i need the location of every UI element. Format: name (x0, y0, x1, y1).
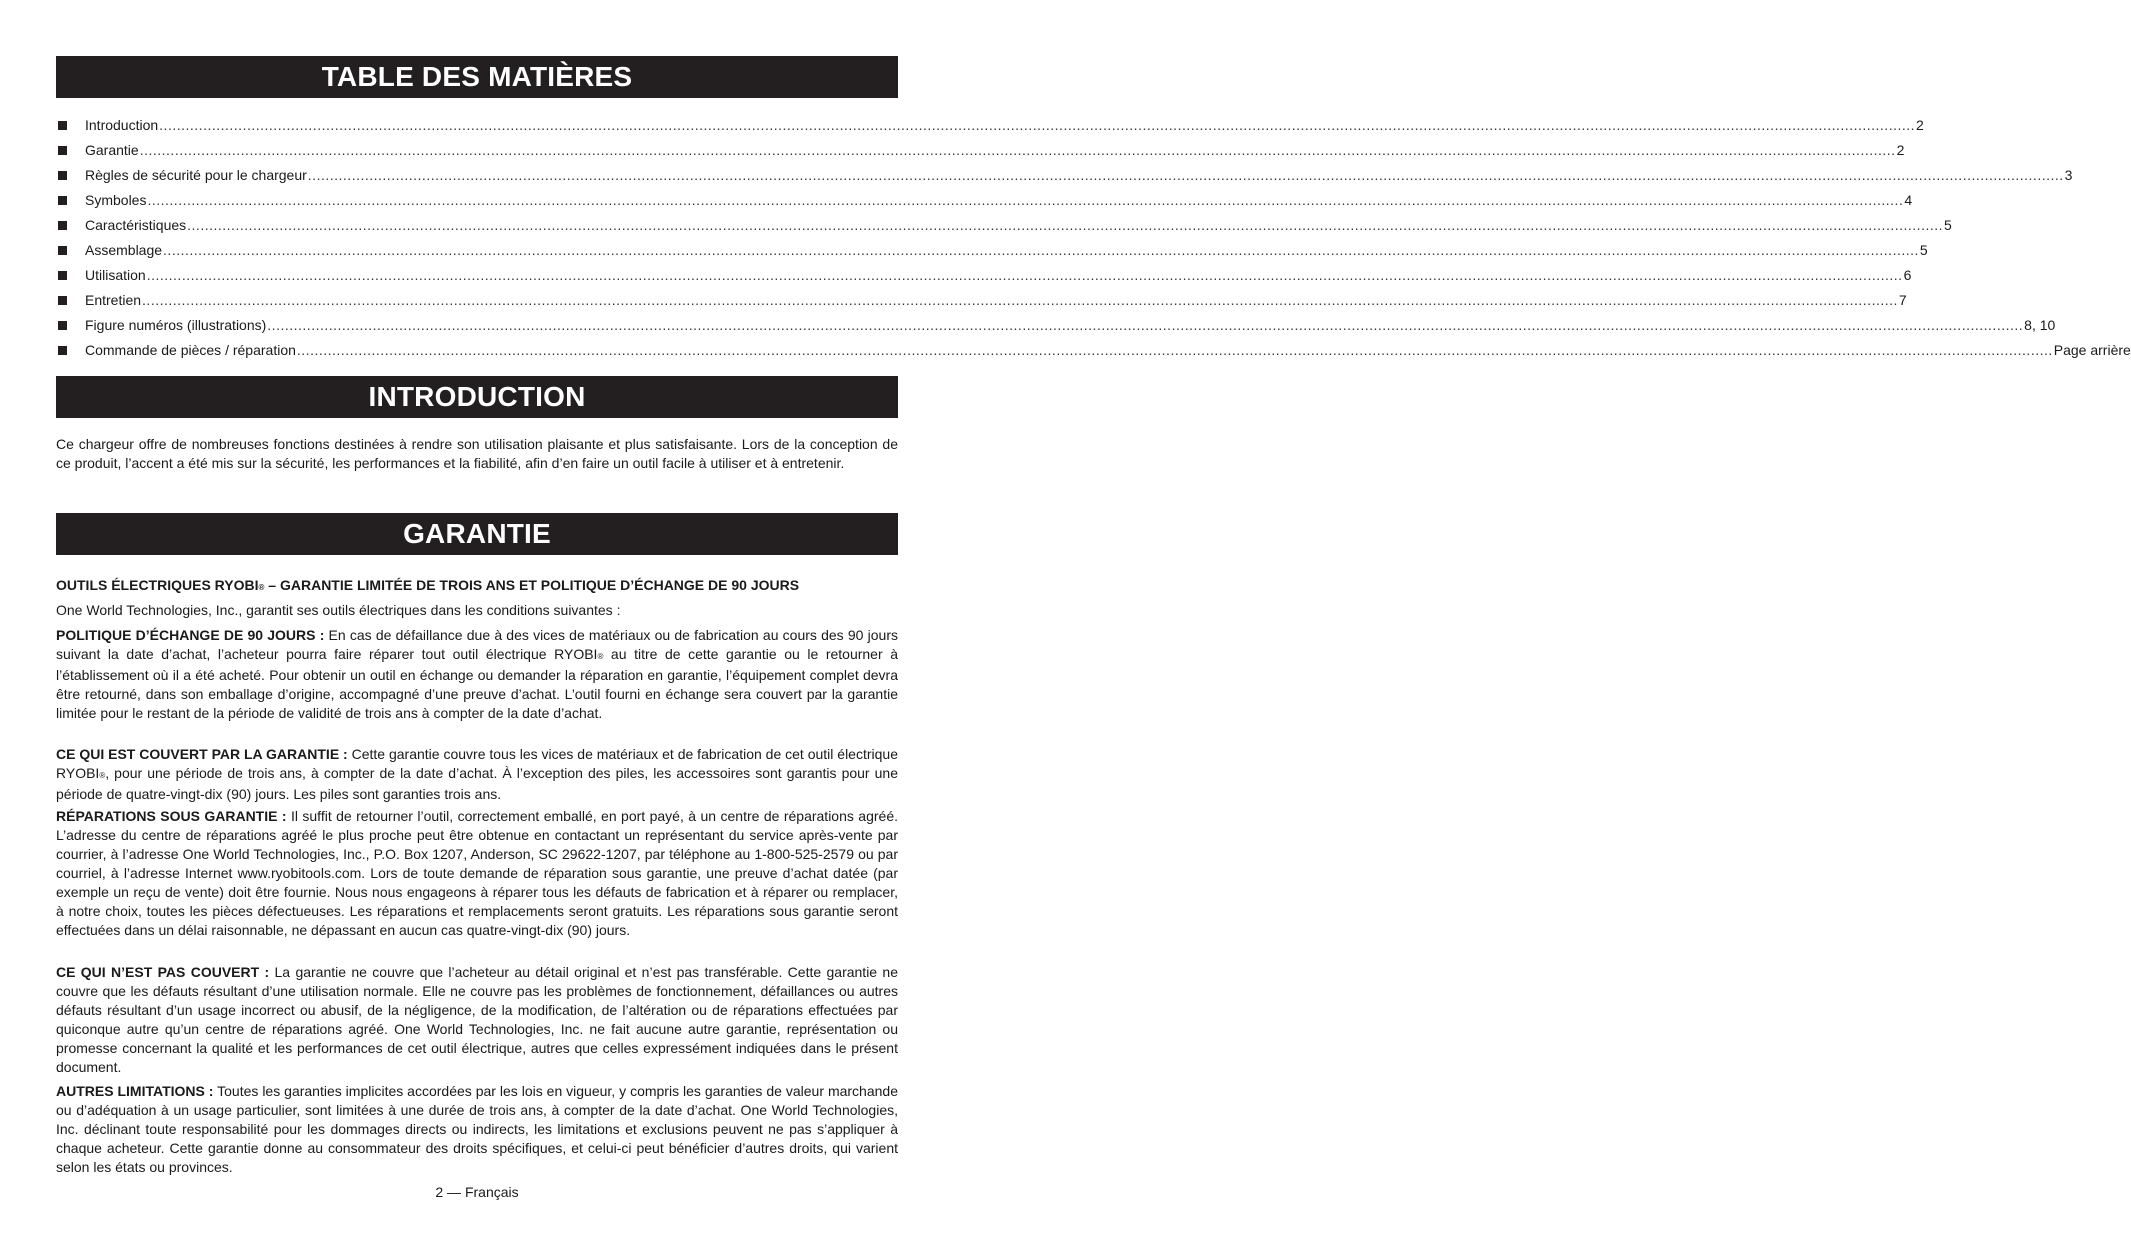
not-covered-text: La garantie ne couvre que l’acheteur au détail original et n’est pas transférable. Cette garantie ne couvre que les défauts résultant d’une utilisation normale. Elle ne couvre pas les problèmes de fonctionnement, défaillances ou autres défauts résultant d’un usage incorrect ou abusif, de la négligence, de la modification, de l’altération ou de réparations effectuées par quiconque autre qu’un centre de réparations agréé. One World Technologies, Inc. ne fait aucune autre garantie, représentation ou promesse concernant la qualité et les performances de cet outil électrique, autres que celles expressément indiquées dans le présent document. (56, 964, 899, 1075)
square-bullet-icon (58, 296, 67, 305)
toc-item-page: Page arrière (2053, 342, 2131, 358)
toc-item[interactable] (56, 163, 2073, 188)
garantie-title: GARANTIE (56, 513, 898, 555)
toc-leader: ................................................................................................................................................................................................................................................................................................................................................................................................................ (147, 192, 1904, 208)
toc-item[interactable] (56, 113, 1924, 138)
square-bullet-icon (58, 146, 67, 155)
covered-section (56, 745, 898, 804)
introduction-title: INTRODUCTION (56, 376, 898, 418)
toc-item-page: 5 (1919, 242, 1928, 258)
toc-leader: ................................................................................................................................................................................................................................................................................................................................................................................................................ (267, 317, 2024, 333)
policy-label: POLITIQUE D’ÉCHANGE DE 90 JOURS : (56, 627, 325, 643)
toc-item-label: Entretien (85, 292, 142, 308)
toc-item-label: Commande de pièces / réparation (85, 342, 296, 358)
limitations-label: AUTRES LIMITATIONS : (56, 1083, 214, 1099)
not-covered-section (56, 963, 898, 1077)
toc-item-page: 7 (1898, 292, 1907, 308)
toc-item-page: 8, 10 (2024, 317, 2056, 333)
toc-item-page: 3 (2064, 167, 2073, 183)
policy-text-1: En cas de défaillance due à des vices de matériaux ou de fabrication au cours des 90 jours suivant la date d’achat, l’acheteur pourra faire réparer tout outil électrique RYOBI (56, 627, 898, 662)
toc-item-label: Assemblage (85, 242, 163, 258)
toc-item-label: Garantie (85, 142, 139, 158)
repairs-text: Il suffit de retourner l’outil, correctement emballé, en port payé, à un centre de réparations agréé. L’adresse du centre de réparations agréé le plus proche peut être obtenue en contactant un représentant du service après-vente par courrier, à l’adresse One World Technologies, Inc., P.O. Box 1207, Anderson, SC 29622-1207, par téléphone au 1-800-525-2579 ou par courriel, à l’adresse Internet www.ryobitools.com. Lors de toute demande de réparation sous garantie, une preuve d’achat datée (par exemple un reçu de vente) doit être fournie. Nous nous engageons à réparer tous les défauts de fabrication et à réparer ou remplacer, à notre choix, toutes les pièces défectueuses. Les réparations et remplacements seront gratuits. Les réparations sous garantie seront effectuées dans un délai raisonnable, ne dépassant en aucun cas quatre-vingt-dix (90) jours. (56, 808, 898, 938)
toc-leader: ................................................................................................................................................................................................................................................................................................................................................................................................................ (163, 242, 1919, 258)
toc-item[interactable] (56, 188, 1913, 213)
toc-item-page: 2 (1896, 142, 1905, 158)
introduction-text: Ce chargeur offre de nombreuses fonctions destinées à rendre son utilisation plaisante et plus satisfaisante. Lors de la conception de ce produit, l’accent a été mis sur la sécurité, les performances et la fiabilité, afin d’en faire un outil facile à utiliser et à entretenir. (56, 436, 898, 471)
warranty-heading-pre: OUTILS ÉLECTRIQUES RYOBI (56, 577, 259, 593)
limitations-section (56, 1082, 898, 1177)
toc-leader: ................................................................................................................................................................................................................................................................................................................................................................................................................ (187, 217, 1944, 233)
toc-item[interactable] (56, 263, 1912, 288)
toc-item[interactable] (56, 238, 1928, 263)
square-bullet-icon (58, 271, 67, 280)
toc-item[interactable] (56, 213, 1952, 238)
warranty-heading-post: – GARANTIE LIMITÉE DE TROIS ANS ET POLITIQUE D’ÉCHANGE DE 90 JOURS (264, 577, 800, 593)
toc-item-label: Figure numéros (illustrations) (85, 317, 267, 333)
square-bullet-icon (58, 121, 67, 130)
square-bullet-icon (58, 221, 67, 230)
policy-90-days (56, 626, 898, 723)
table-of-contents (56, 113, 2131, 363)
square-bullet-icon (58, 346, 67, 355)
toc-item-label: Utilisation (85, 267, 146, 283)
toc-title: TABLE DES MATIÈRES (56, 56, 898, 98)
toc-item[interactable] (56, 338, 2131, 363)
toc-item[interactable] (56, 138, 1905, 163)
repairs-label: RÉPARATIONS SOUS GARANTIE : (56, 808, 287, 824)
toc-leader: ................................................................................................................................................................................................................................................................................................................................................................................................................ (307, 167, 2064, 183)
policy-text-2: au titre de cette garantie ou le retourner à l’établissement où il a été acheté. Pour obtenir un outil en échange ou demander la réparation en garantie, l’équipement complet devra être retourné, dans son emballage d’origine, accompagné d’une preuve d’achat. L’outil fourni en échange sera couvert par la garantie limitée pour le restant de la période de validité de trois ans à compter de la date d’achat. (56, 646, 898, 721)
toc-item-page: 5 (1944, 217, 1952, 233)
toc-item-label: Caractéristiques (85, 217, 187, 233)
square-bullet-icon (58, 171, 67, 180)
covered-label: CE QUI EST COUVERT PAR LA GARANTIE : (56, 746, 348, 762)
square-bullet-icon (58, 196, 67, 205)
repairs-section (56, 807, 898, 940)
toc-leader: ................................................................................................................................................................................................................................................................................................................................................................................................................ (142, 292, 1898, 308)
warranty-heading (56, 576, 898, 597)
toc-leader: ................................................................................................................................................................................................................................................................................................................................................................................................................ (296, 342, 2053, 358)
toc-item-page: 6 (1903, 267, 1912, 283)
registered-mark: ® (99, 771, 106, 780)
toc-leader: ................................................................................................................................................................................................................................................................................................................................................................................................................ (139, 142, 1896, 158)
square-bullet-icon (58, 246, 67, 255)
toc-item-label: Règles de sécurité pour le chargeur (85, 167, 307, 183)
registered-mark: ® (258, 583, 265, 592)
limitations-text: Toutes les garanties implicites accordées par les lois en vigueur, y compris les garanties de valeur marchande ou d’adéquation à un usage particulier, sont limitées à une durée de trois ans, à compter de la date d’achat. One World Technologies, Inc. déclinant toute responsabilité pour les dommages directs ou indirects, les limitations et exclusions peuvent ne pas s’appliquer à chaque acheteur. Cette garantie donne au consommateur des droits spécifiques, et celui-ci peut bénéficier d’autres droits, qui varient selon les états ou provinces. (56, 1083, 898, 1175)
warranty-lead: One World Technologies, Inc., garantit ses outils électriques dans les conditions suivantes : (56, 602, 621, 618)
toc-leader: ................................................................................................................................................................................................................................................................................................................................................................................................................ (146, 267, 1903, 283)
not-covered-label: CE QUI N’EST PAS COUVERT : (56, 964, 270, 980)
toc-item-label: Introduction (85, 117, 159, 133)
covered-text-1: Cette garantie couvre tous les vices de matériaux et de fabrication de cet outil électrique RYOBI (56, 746, 898, 781)
toc-item-page: 4 (1904, 192, 1913, 208)
toc-item-label: Symboles (85, 192, 147, 208)
toc-item[interactable] (56, 313, 2056, 338)
toc-leader: ................................................................................................................................................................................................................................................................................................................................................................................................................ (159, 117, 1916, 133)
covered-text-2: , pour une période de trois ans, à compter de la date d’achat. À l’exception des piles, les accessoires sont garantis pour une période de quatre-vingt-dix (90) jours. Les piles sont garanties trois ans. (56, 765, 898, 802)
square-bullet-icon (58, 321, 67, 330)
registered-mark: ® (597, 652, 604, 661)
toc-item-page: 2 (1916, 117, 1924, 133)
toc-item[interactable] (56, 288, 1907, 313)
page-footer: 2 — Français (435, 1184, 519, 1200)
